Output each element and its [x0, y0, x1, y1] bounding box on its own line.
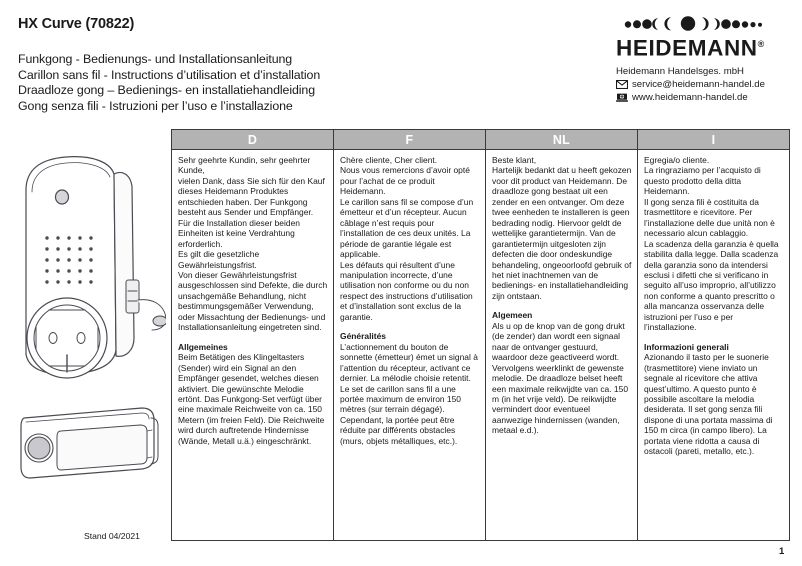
subtitle-nl: Draadloze gong – Bedienings- en installatiehandleiding: [18, 83, 316, 97]
intro-text-nl: Beste klant, Hartelijk bedankt dat u heeft gekozen voor dit product van Heidemann. De draadloze gong bestaat uit een zender en een ontvanger. Om deze twee eenheden te installeren is geen bedrading nodig. Hiervoor geldt de wettelijke garantietermijn. Van de garantietermijn uitgesloten zijn defecten die door ondeskundige behandeling, ongeoorloofd gebruik of het niet inachtnemen van de bedienings- en installatiehandleiding zijn ontstaan.: [492, 155, 632, 301]
page-number: 1: [779, 546, 785, 557]
brand-name: HEIDEMANN®: [616, 35, 765, 61]
instructions-table: [171, 129, 790, 541]
subtitle-it: Gong senza fili - Istruzioni per l’uso e l’installazione: [18, 98, 293, 113]
section-body-it: Azionando il tasto per le suonerie (trasmettitore) viene inviato un segnale al ricevitore che attiva quest’ultimo. A questo punto è possibile ascoltare la melodia desiderata. Il set gong senza fili dispone di una portata massima di 150 m circa (in campo libero). La portata viene ridotta a causa di ostacoli (pareti, metallo, etc.).: [644, 352, 773, 457]
column-header-nl: NL: [486, 130, 638, 149]
intro-text-fr: Chère cliente, Cher client. Nous vous remercions d’avoir opté pour l’achat de ce produit Heidemann. Le carillon sans fil se compose d’un émetteur et d’un récepteur. Aucun câblage n’est requis pour l’installation de ces deux unités. La période de garantie légale est applicable. Les défauts qui résultent d’une manipulation incorrecte, d’une utilisation non conforme ou du non respect des instructions d’utilisation et d’installation sont exclus de la garantie.: [340, 155, 474, 322]
table-cell-fr: [334, 150, 486, 540]
section-heading-fr: Généralités: [340, 331, 386, 342]
brand-email[interactable]: service@heidemann-handel.de: [632, 78, 765, 90]
registered-mark: ®: [757, 39, 765, 49]
brand-company: Heidemann Handelsges. mbH: [616, 65, 744, 77]
section-heading-nl: Algemeen: [492, 310, 533, 321]
section-heading-it: Informazioni generali: [644, 341, 729, 352]
column-header-it: I: [638, 130, 789, 149]
revision-note: Stand 04/2021: [84, 531, 140, 541]
column-header-de: D: [172, 130, 334, 149]
section-body-de: Beim Betätigen des Klingeltasters (Sender) wird ein Signal an den Empfänger gesendet, welches diesen aktiviert. Die gewünschte Melodie ertönt. Das Funkgong-Set verfügt über eine maximale Reichweite von ca. 150 Metern (im freien Feld). Die Reichweite wird durch auftretende Hindernisse (Wände, Metall u.ä.) eingeschränkt.: [178, 352, 325, 446]
computer-globe-icon: [616, 93, 628, 102]
column-header-fr: F: [334, 130, 486, 149]
brand-website[interactable]: www.heidemann-handel.de: [632, 91, 748, 103]
section-heading-de: Allgemeines: [178, 341, 228, 352]
intro-text-de: Sehr geehrte Kundin, sehr geehrter Kunde, vielen Dank, dass Sie sich für den Kauf dieses Heidemann Produktes entschieden haben. Der Funkgong besteht aus Sender und Empfänger. Für die Installation dieser beiden Einheiten ist keine Verdrahtung erforderlich. Es gilt die gesetzliche Gewährleistungsfrist. Von dieser Gewährleistungsfrist ausgeschlossen sind Defekte, die durch unsachgemäße Behandlung, nicht bestimmungsgemäßer Verwendung, oder Missachtung der Bedienungs- und Installationsanleitung eingetreten sind.: [178, 155, 328, 333]
subtitle-list: [18, 52, 320, 114]
table-cell-nl: [486, 150, 638, 540]
subtitle-de: Funkgong - Bedienungs- und Installationsanleitung: [18, 52, 293, 66]
brand-block: [616, 16, 794, 104]
intro-text-it: Egregia/o cliente. La ringraziamo per l’acquisto di questo prodotto della ditta Heidemann. Il gong senza fili è costituita da trasmettitore e ricevitore. Per l’installazione delle due unità non è necessario alcun cablaggio. La scadenza della garanzia è quella stabilita dalla legge. Dalla scadenza della garanzia sono da intendersi esclusi i difetti che si verificano in seguito all’uso improprio, all’utilizzo non conforme a quanto prescritto o alla mancanza osservanza delle istruzioni per l’uso e per l’installazione.: [644, 155, 779, 333]
section-body-fr: L’actionnement du bouton de sonnette (émetteur) émet un signal à l’attention du récepteur, activant ce dernier. La mélodie choisie retentit. Le set de carillon sans fil a une portée maximum de environ 150 mètres (sur terrain dégagé). Cependant, la portée peut être réduite par différents obstacles (murs, objets métalliques, etc.).: [340, 341, 478, 446]
brand-email-row: [616, 78, 794, 91]
heidemann-dots-logo-icon: [622, 16, 794, 31]
subtitle-fr: Carillon sans fil - Instructions d’utilisation et d’installation: [18, 67, 321, 82]
table-cell-de: [172, 150, 334, 540]
table-cell-it: [638, 150, 789, 540]
envelope-icon: [616, 80, 628, 89]
table-body-row: [172, 150, 789, 540]
table-header-row: [172, 130, 789, 150]
brand-website-row: [616, 91, 794, 104]
page-title: HX Curve (70822): [18, 16, 135, 32]
product-illustration: [14, 150, 166, 535]
section-body-nl: Als u op de knop van de gong drukt (de zender) dan wordt een signaal naar de ontvanger gestuurd, waardoor deze geactiveerd wordt. Vervolgens weerklinkt de gewenste melodie. De draadloze belset heeft een maximale reikwijdte van ca. 150 m (in het vrije veld). De reikwijdte vermindert door eventueel aanwezige hindernissen (wanden, metaal e.d.).: [492, 320, 629, 436]
